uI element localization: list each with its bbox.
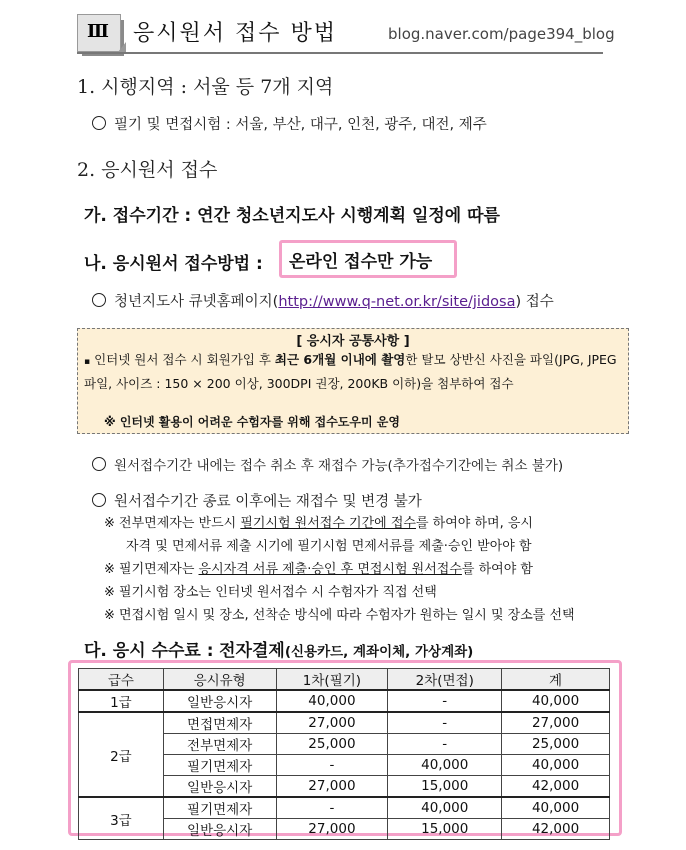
grade-cell: 2급 bbox=[79, 712, 164, 797]
table-cell: 27,000 bbox=[276, 819, 388, 840]
circle-bullet-icon bbox=[92, 116, 106, 130]
col-written: 1차(필기) bbox=[276, 669, 388, 691]
circle-bullet-icon bbox=[92, 493, 106, 507]
qnet-link[interactable]: http://www.q-net.or.kr/site/jidosa bbox=[278, 294, 516, 310]
table-cell: 40,000 bbox=[276, 690, 388, 712]
table-cell: 42,000 bbox=[502, 776, 610, 798]
table-cell: 면접면제자 bbox=[163, 712, 276, 734]
cancel-text: 원서접수기간 내에는 접수 취소 후 재접수 가능(추가접수기간에는 취소 불가) bbox=[114, 458, 564, 474]
table-cell: 27,000 bbox=[276, 712, 388, 734]
notice-title: [ 응시자 공통사항 ] bbox=[296, 334, 410, 349]
notice-text bbox=[84, 349, 624, 394]
table-cell: 40,000 bbox=[502, 690, 610, 712]
table-cell: 일반응시자 bbox=[163, 819, 276, 840]
blog-watermark: blog.naver.com/page394_blog bbox=[388, 25, 615, 43]
table-cell: - bbox=[388, 690, 502, 712]
qnet-suffix: ) 접수 bbox=[515, 294, 554, 310]
header-triangle-icon bbox=[118, 42, 126, 52]
after-period-line bbox=[92, 490, 422, 511]
qnet-line bbox=[92, 290, 554, 311]
table-cell: 40,000 bbox=[502, 797, 610, 819]
table-cell: 필기면제자 bbox=[163, 755, 276, 776]
circle-bullet-icon bbox=[92, 293, 106, 307]
table-cell: 40,000 bbox=[388, 797, 502, 819]
note-2 bbox=[104, 558, 624, 581]
fee-heading-part: (신용카드, 계좌이체, 가상계좌) bbox=[284, 644, 474, 660]
table-cell: 필기면제자 bbox=[163, 797, 276, 819]
after-period-text: 원서접수기간 종료 이후에는 재접수 및 변경 불가 bbox=[114, 494, 422, 510]
fee-table-header bbox=[79, 669, 610, 691]
table-row bbox=[79, 797, 610, 819]
grade-cell: 1급 bbox=[79, 690, 164, 712]
section-number: Ⅲ bbox=[87, 21, 109, 42]
fee-heading-part: 전자결제 bbox=[219, 641, 285, 661]
notice-text-bold: 최근 6개월 이내에 촬영 bbox=[274, 352, 406, 367]
table-cell: 25,000 bbox=[502, 734, 610, 755]
table-cell: 40,000 bbox=[502, 755, 610, 776]
note-fragment: ※ 전부면제자는 반드시 bbox=[104, 516, 241, 531]
header-divider bbox=[77, 52, 603, 54]
notice-text-a: 인터넷 원서 접수 시 회원가입 후 bbox=[94, 352, 275, 367]
col-grade: 급수 bbox=[79, 669, 164, 691]
section1-bullet bbox=[92, 113, 487, 134]
note-fragment: 필기시험 원서접수 기간에 접수 bbox=[240, 516, 416, 531]
table-cell: 27,000 bbox=[502, 712, 610, 734]
section1-bullet-text: 필기 및 면접시험 : 서울, 부산, 대구, 인천, 광주, 대전, 제주 bbox=[114, 117, 487, 133]
receipt-period: 가. 접수기간 : 연간 청소년지도사 시행계획 일정에 따름 bbox=[84, 206, 500, 226]
section1-heading: 1. 시행지역 : 서울 등 7개 지역 bbox=[77, 76, 334, 98]
receipt-method-label: 나. 응시원서 접수방법 : bbox=[84, 254, 263, 274]
fee-heading-part: 다. 응시 수수료 : bbox=[84, 641, 214, 661]
table-row bbox=[79, 690, 610, 712]
table-cell: 25,000 bbox=[276, 734, 388, 755]
fee-heading bbox=[84, 636, 473, 661]
note-4: ※ 면접시험 일시 및 장소, 선착순 방식에 따라 수험자가 원하는 일시 및 장소를 선택 bbox=[104, 608, 575, 623]
table-cell: 15,000 bbox=[388, 776, 502, 798]
table-cell: 일반응시자 bbox=[163, 776, 276, 798]
note-fragment: 를 하여야 하며, 응시 bbox=[415, 516, 533, 531]
table-cell: 전부면제자 bbox=[163, 734, 276, 755]
page-title: 응시원서 접수 방법 bbox=[133, 21, 338, 46]
grade-cell: 3급 bbox=[79, 797, 164, 840]
table-cell: - bbox=[388, 712, 502, 734]
col-type: 응시유형 bbox=[163, 669, 276, 691]
table-cell: 40,000 bbox=[388, 755, 502, 776]
section2-heading: 2. 응시원서 접수 bbox=[77, 159, 218, 181]
fee-table bbox=[78, 668, 610, 840]
cancel-line bbox=[92, 454, 563, 474]
table-cell: 27,000 bbox=[276, 776, 388, 798]
table-cell: - bbox=[276, 755, 388, 776]
note-1 bbox=[104, 512, 624, 535]
qnet-prefix: 청년지도사 큐넷홈페이지( bbox=[114, 294, 279, 310]
col-total: 계 bbox=[502, 669, 610, 691]
table-cell: - bbox=[276, 797, 388, 819]
note-fragment: ※ 필기면제자는 bbox=[104, 562, 199, 577]
table-cell: 일반응시자 bbox=[163, 690, 276, 712]
col-interview: 2차(면접) bbox=[388, 669, 502, 691]
online-only-text: 온라인 접수만 가능 bbox=[289, 252, 433, 272]
note-fragment: 를 하여야 함 bbox=[461, 562, 533, 577]
table-cell: 42,000 bbox=[502, 819, 610, 840]
circle-bullet-icon bbox=[92, 457, 106, 471]
table-cell: 15,000 bbox=[388, 819, 502, 840]
notice-text-b: 한 탈모 상반신 사진을 파일(JPG, JPEG 파일, 사이즈 : 150 × 200 이상, 300DPI 권장, 200KB 이하)을 첨부하여 접수 bbox=[84, 352, 617, 391]
note-fragment: 응시자격 서류 제출·승인 후 면접시험 원서접수 bbox=[198, 562, 462, 577]
note-1-cont: 자격 및 면제서류 제출 시기에 필기시험 면제서류를 제출·승인 받아야 함 bbox=[126, 539, 532, 554]
table-cell: - bbox=[388, 734, 502, 755]
after-period-notes bbox=[104, 512, 624, 627]
table-row bbox=[79, 712, 610, 734]
notice-note: ※ 인터넷 활용이 어려운 수험자를 위해 접수도우미 운영 bbox=[104, 415, 400, 429]
note-3: ※ 필기시험 장소는 인터넷 원서접수 시 수험자가 직접 선택 bbox=[104, 585, 437, 600]
square-bullet-icon: ▪ bbox=[84, 357, 91, 367]
